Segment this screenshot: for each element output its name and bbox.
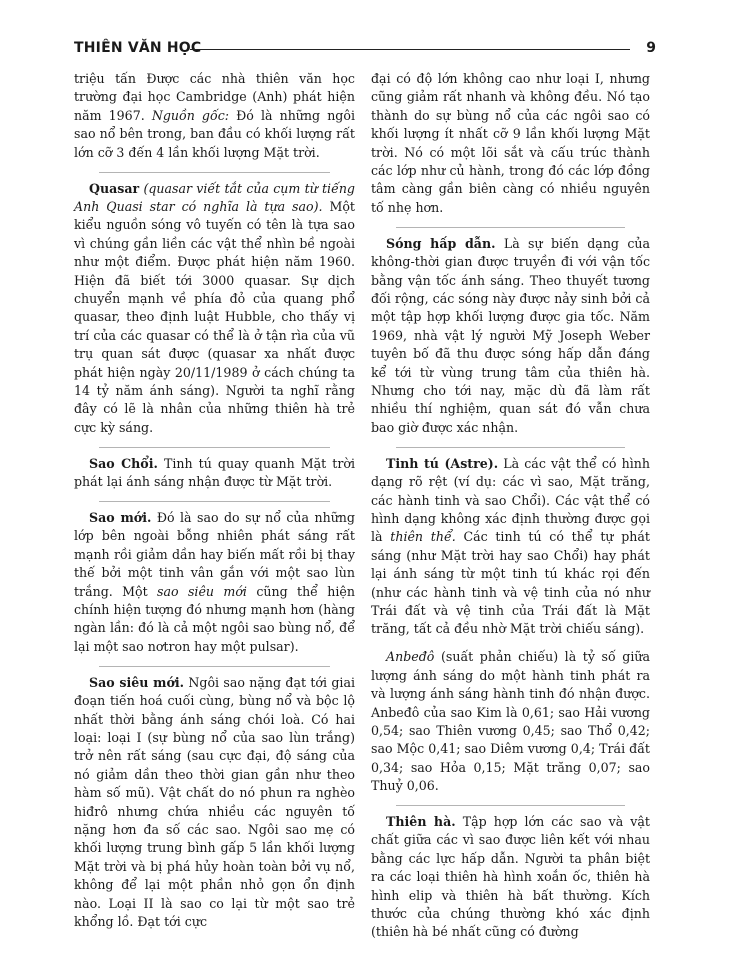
header-rule bbox=[190, 49, 630, 50]
entry-quasar bbox=[74, 180, 355, 438]
source-label: Nguồn gốc: bbox=[151, 107, 229, 123]
entry-body: Là các vật thể có hình dạng rõ rệt (ví dụ: các vì sao, Mặt trăng, các hành tinh và sao Chổi). Các vật thể có hình dạng không xác định thường được gọi là bbox=[371, 455, 650, 545]
left-column bbox=[74, 70, 355, 941]
page-header bbox=[74, 40, 660, 62]
italic-term: thiên thể. bbox=[390, 529, 456, 545]
entry-body: Tập hợp lớn các sao và vật chất giữa các vì sao được liên kết với nhau bằng các lực hấp dẫn. Người ta phân biệt ra các loại thiên hà hình xoắn ốc, thiên hà hình elip và thiên hà bất thường. Kích thước của chúng thường khó xác định (thiên hà bé nhất cũng có đường bbox=[371, 814, 650, 940]
entry-song-hap-dan bbox=[371, 235, 650, 437]
entry-divider bbox=[99, 501, 329, 502]
page-number: 9 bbox=[646, 40, 656, 56]
right-column bbox=[371, 70, 650, 951]
entry-body: Đó là sao do sự nổ của những lớp bên ngoài bỗng nhiên phát sáng rất mạnh rồi giảm dần hay biến mất rồi bị thay thế bởi một tinh vân gắn với một sao lùn trắng. Một bbox=[74, 510, 355, 599]
entry-divider bbox=[396, 227, 625, 228]
italic-term: sao siêu mới bbox=[157, 583, 247, 599]
entry-sao-sieu-moi bbox=[74, 674, 355, 932]
entry-body: Là sự biến dạng của không-thời gian được truyền đi với vận tốc bằng vận tốc ánh sáng. Theo thuyết tương đối rộng, các sóng này được nảy sinh bởi cả một tập hợp khối lượng được gia tốc. Năm 1969, nhà vật lý người Mỹ Joseph Weber tuyên bố đã thu được sóng hấp dẫn đáng kể tới từ vùng trung tâm của thiên hà. Nhưng cho tới nay, mặc dù đã làm rất nhiều thí nghiệm, quan sát đó vẫn chưa bao giờ được xác nhận. bbox=[371, 235, 650, 435]
term-heading: Sao siêu mới. bbox=[89, 674, 185, 690]
paragraph-continued bbox=[74, 70, 355, 162]
entry-body: Ngôi sao nặng đạt tới giai đoạn tiến hoá cuối cùng, bùng nổ và bộc lộ nhất thời bằng ánh sáng chói loà. Có hai loại: loại I (sự bùng nổ của sao lùn trắng) trở nên rất sáng (sau cực đại, độ sáng của nó giảm dần theo thời gian gần như theo hàm số mũ). Vật chất do nó phun ra nghèo hiđrô nhưng chứa nhiều các nguyên tố nặng hơn đa số các sao. Ngôi sao mẹ có khối lượng trung bình gấp 5 lần khối lượng Mặt trời và bị phá hủy hoàn toàn bởi vụ nổ, không để lại một phần nhỏ gọn ổn định nào. Loại II là sao co lại từ một sao trẻ khổng lồ. Đạt tới cực bbox=[74, 674, 355, 930]
entry-sao-moi bbox=[74, 509, 355, 656]
paragraph-text: triệu tấn Được các nhà thiên văn học trường đại học Cambridge (Anh) phát hiện năm 1967. bbox=[74, 71, 355, 123]
paragraph-continued: đại có độ lớn không cao như loại I, nhưng cũng giảm rất nhanh và không đều. Nó tạo thành do sự bùng nổ của các ngôi sao có khối lượng ít nhất cỡ 9 lần khối lượng Mặt trời. Nó có một lõi sắt và cấu trúc thành các lớp như củ hành, trong đó các lớp đồng tâm càng gần biên càng có nhiều nguyên tố nhẹ hơn. bbox=[371, 71, 650, 215]
paragraph-text: Đó là những ngôi sao nổ bên trong, ban đầu có khối lượng rất lớn cỡ 3 đến 4 lần khối lượng Mặt trời. bbox=[74, 107, 355, 160]
entry-tinh-tu bbox=[371, 455, 650, 639]
term-heading: Sao mới. bbox=[89, 510, 152, 526]
term-heading: Quasar bbox=[89, 180, 140, 196]
term-heading: Sao Chổi. bbox=[89, 455, 158, 471]
entry-divider bbox=[396, 447, 625, 448]
entry-thien-ha bbox=[371, 813, 650, 942]
entry-divider bbox=[396, 805, 625, 806]
entry-body: Một kiểu nguồn sóng vô tuyến có tên là tựa sao vì chúng gần liền các vật thể nhìn bề ngoài như một điểm. Được phát hiện năm 1960. Hiện đã biết tới 3000 quasar. Sự dịch chuyển mạnh về phía đỏ của quang phổ quasar, theo định luật Hubble, cho thấy vị trí của các quasar có thể là ở tận rìa của vũ trụ quan sát được (quasar xa nhất được phát hiện ngày 20/11/1989 ở cách chúng ta 14 tỷ năm ánh sáng). Người ta nghĩ rằng đây có lẽ là nhân của những thiên hà trẻ cực kỳ sáng. bbox=[74, 198, 355, 435]
entry-divider bbox=[99, 447, 329, 448]
running-title: THIÊN VĂN HỌC bbox=[74, 40, 202, 56]
entry-body: cũng thể hiện chính hiện tượng đó nhưng mạnh hơn (hàng ngàn lần: đó là cả một ngôi sao bùng nổ, để lại một sao nơtron hay một pulsar). bbox=[74, 583, 355, 654]
entry-divider bbox=[99, 172, 329, 173]
entry-body: Tinh tú quay quanh Mặt trời phát lại ánh sáng nhận được từ Mặt trời. bbox=[74, 455, 355, 490]
entry-body: (suất phản chiếu) là tỷ số giữa lượng ánh sáng do một hành tinh phát ra và lượng ánh sáng hành tinh đó nhận được. Anbeđô của sao Kim là 0,61; sao Hải vương 0,54; sao Thiên vương 0,45; sao Thổ 0,42; sao Mộc 0,41; sao Diêm vương 0,4; Trái đất 0,34; sao Hỏa 0,15; Mặt trăng 0,07; sao Thuỷ 0,06. bbox=[371, 649, 650, 794]
entry-body: Các tinh tú có thể tự phát sáng (như Mặt trời hay sao Chổi) hay phát lại ánh sáng từ một tinh tú khác rọi đến (như các hành tinh và vệ tinh của nó như Trái đất và vệ tinh của Trái đất là Mặt trăng, tất cả đều nhờ Mặt trời chiếu sáng). bbox=[371, 529, 650, 637]
term-heading: Sóng hấp dẫn. bbox=[386, 235, 496, 251]
entry-sao-choi bbox=[74, 455, 355, 492]
entry-divider bbox=[99, 666, 329, 667]
term-heading: Thiên hà. bbox=[386, 814, 456, 830]
entry-albedo bbox=[371, 648, 650, 795]
term-heading: Tinh tú (Astre). bbox=[386, 455, 499, 471]
term-note: (quasar viết tắt của cụm từ tiếng Anh Quasi star có nghĩa là tựa sao). bbox=[74, 180, 355, 214]
italic-term: Anbeđô bbox=[386, 649, 435, 665]
